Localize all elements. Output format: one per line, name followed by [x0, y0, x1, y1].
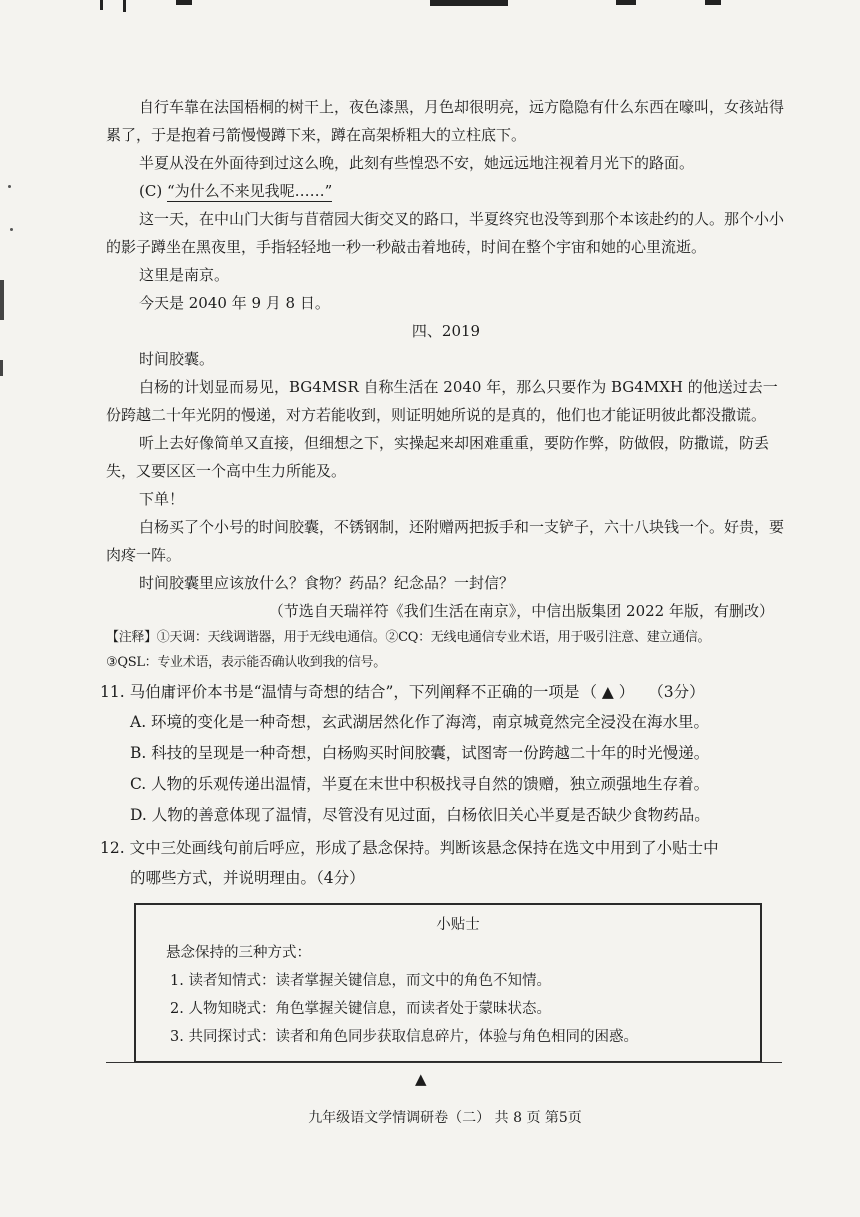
scan-top-marks — [0, 0, 860, 14]
page-footer: 九年级语文学情调研卷（二） 共 8 页 第5页 — [308, 1110, 582, 1126]
passage-paragraph: 白杨买了个小号的时间胶囊，不锈钢制，还附赠两把扳手和一支铲子，六十八块钱一个。好贵，要肉疼一阵。 — [106, 518, 785, 564]
scan-speck — [8, 185, 11, 188]
tips-intro: 悬念保持的三种方式： — [166, 945, 311, 961]
answer-blank[interactable]: （ ▲ ） — [581, 683, 635, 701]
option-c: C. 人物的乐观传递出温情，半夏在末世中积极找寻自然的馈赠，独立顽强地生存着。 — [130, 775, 710, 793]
triangle-marker-icon: ▲ — [415, 1070, 427, 1088]
question-12-continued: 的哪些方式，并说明理由。（4分） — [130, 869, 365, 887]
tips-item: 2. 人物知晓式：角色掌握关键信息，而读者处于蒙昧状态。 — [170, 1001, 551, 1017]
annotation-note: ③QSL：专业术语，表示能否确认收到我的信号。 — [106, 655, 386, 670]
passage-paragraph: 时间胶囊里应该放什么？食物？药品？纪念品？一封信？ — [139, 574, 515, 592]
scan-edge-mark — [0, 360, 3, 376]
passage-paragraph: 今天是 2040 年 9 月 8 日。 — [139, 294, 330, 312]
option-a: A. 环境的变化是一种奇想，玄武湖居然化作了海湾，南京城竟然完全浸没在海水里。 — [130, 713, 710, 731]
source-citation: （节选自天瑞祥符《我们生活在南京》，中信出版集团 2022 年版，有删改） — [268, 602, 774, 620]
scan-edge-mark — [0, 280, 4, 320]
tips-item: 1. 读者知情式：读者掌握关键信息，而文中的角色不知情。 — [170, 973, 551, 989]
passage-paragraph: 听上去好像简单又直接，但细想之下，实操起来却困难重重，要防作弊，防做假，防撒谎，防丢失，又要区区一个高中生力所能及。 — [106, 434, 770, 480]
underlined-clue-c: (C) “为什么不来见我呢……” — [139, 182, 333, 200]
passage-paragraph: 半夏从没在外面待到过这么晚，此刻有些惶恐不安，她远远地注视着月光下的路面。 — [139, 154, 695, 172]
passage-paragraph: 自行车靠在法国梧桐的树干上，夜色漆黑，月色却很明亮，远方隐隐有什么东西在嚎叫，女孩站得累了，于是抱着弓箭慢慢蹲下来，蹲在高架桥粗大的立柱底下。 — [106, 98, 785, 144]
tips-item: 3. 共同探讨式：读者和角色同步获取信息碎片，体验与角色相同的困惑。 — [170, 1029, 638, 1045]
option-d: D. 人物的善意体现了温情，尽管没有见过面，白杨依旧关心半夏是否缺少食物药品。 — [130, 806, 710, 824]
section-heading: 四、2019 — [411, 322, 481, 340]
tips-title: 小贴士 — [436, 917, 480, 933]
tips-box — [134, 903, 762, 1063]
option-b: B. 科技的呈现是一种奇想，白杨购买时间胶囊，试图寄一份跨越二十年的时光慢递。 — [130, 744, 710, 762]
scan-speck — [10, 228, 13, 231]
passage-paragraph: 这一天，在中山门大街与苜蓿园大街交叉的路口，半夏终究也没等到那个本该赴约的人。那个小小的影子蹲坐在黑夜里，手指轻轻地一秒一秒敲击着地砖，时间在整个宇宙和她的心里流逝。 — [106, 210, 785, 256]
question-11: 11. 马伯庸评价本书是“温情与奇想的结合”，下列阐释不正确的一项是 （ ▲ ） （3分） — [100, 677, 786, 707]
passage-paragraph: 时间胶囊。 — [139, 350, 215, 368]
answer-area-rule — [106, 1062, 782, 1063]
annotation-note: 【注释】①天调：天线调谐器，用于无线电通信。②CQ：无线电通信专业术语，用于吸引注意、建立通信。 — [106, 630, 711, 645]
passage-paragraph: 这里是南京。 — [139, 266, 230, 284]
passage-paragraph: 白杨的计划显而易见，BG4MSR 自称生活在 2040 年，那么只要作为 BG4MXH 的他送过去一份跨越二十年光阴的慢递，对方若能收到，则证明她所说的是真的，他们也才能证明彼此都没撒谎。 — [106, 378, 778, 424]
passage-content — [100, 93, 786, 1063]
question-12: 12. 文中三处画线句前后呼应，形成了悬念保持。判断该悬念保持在选文中用到了小贴士中 — [100, 839, 719, 857]
passage-paragraph: 下单！ — [139, 490, 185, 508]
